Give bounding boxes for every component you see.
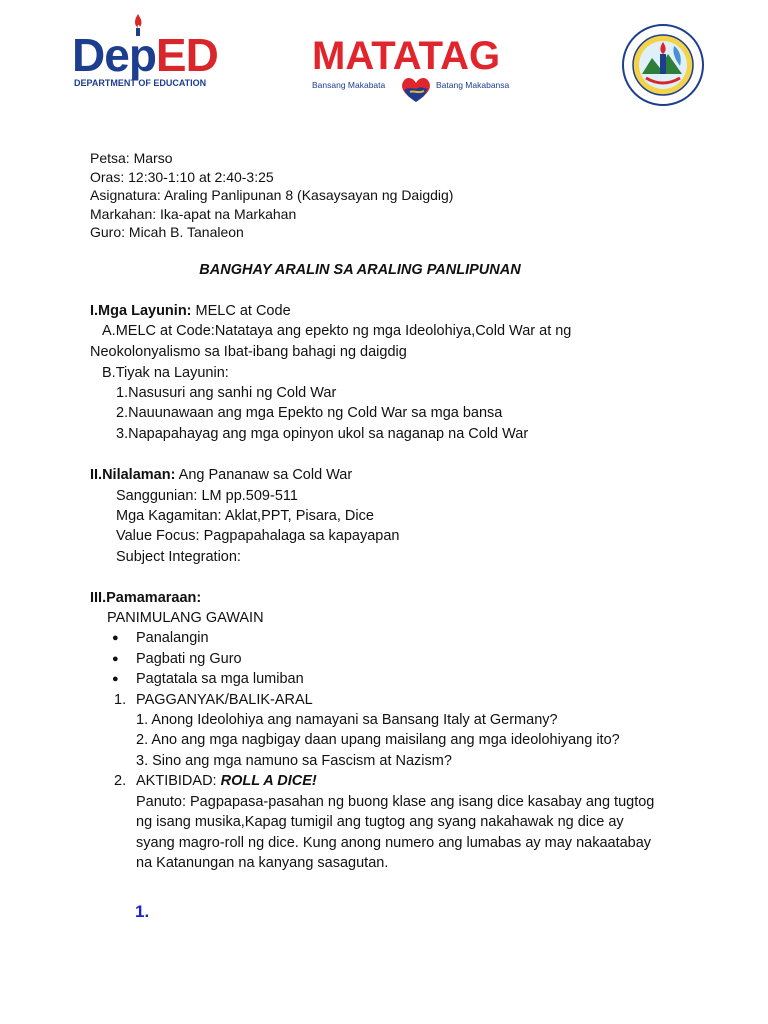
instruction-line: syang magro-roll ng dice. Kung anong numero ang lumabas ay may nakaatabay	[136, 835, 652, 851]
review-question: 3. Sino ang mga namuno sa Fascism at Nazism?	[136, 753, 452, 769]
numbered-label: 1.	[114, 692, 127, 708]
content-item: Mga Kagamitan: Aklat,PPT, Pisara, Dice	[116, 508, 374, 524]
lesson-info	[90, 149, 690, 242]
document-title: BANGHAY ARALIN SA ARALING PANLIPUNAN	[199, 262, 521, 278]
content-item: Value Focus: Pagpapahalaga sa kapayapan	[116, 528, 400, 544]
bullet-item: ● Pagtatala sa mga lumiban	[136, 671, 304, 687]
matatag-right-text: Batang Makabansa	[436, 80, 510, 90]
section1-melc-line1: A.MELC at Code:Natataya ang epekto ng mga Ideolohiya,Cold War at ng	[102, 323, 572, 339]
letterhead	[0, 0, 768, 120]
bullet-item: ● Panalangin	[136, 630, 209, 646]
info-date: Petsa: Marso	[90, 150, 173, 166]
section3-heading: III.Pamamaraan:	[90, 590, 202, 606]
objective-item: 3.Napapahayag ang mga opinyon ukol sa naganap na Cold War	[116, 426, 529, 442]
matatag-left-text: Bansang Makabata	[312, 80, 386, 90]
review-question: 2. Ano ang mga nagbigay daan upang maisilang ang mga ideolohiyang ito?	[136, 732, 620, 748]
deped-wordmark: DepED	[72, 29, 218, 81]
deped-subtitle: DEPARTMENT OF EDUCATION	[74, 78, 207, 88]
section1-melc-line2: Neokolonyalismo sa Ibat-ibang bahagi ng daigdig	[90, 344, 407, 360]
matatag-logo	[312, 34, 522, 110]
motivation-heading: PAGGANYAK/BALIK-ARAL	[136, 692, 313, 708]
objective-item: 1.Nasusuri ang sanhi ng Cold War	[116, 385, 337, 401]
numbered-label: 2.	[114, 773, 127, 789]
bullet-item: ● Pagbati ng Guro	[136, 651, 242, 667]
deped-logo	[72, 14, 222, 94]
matatag-wordmark: MATATAG	[312, 34, 501, 78]
section1-specific-heading: B.Tiyak na Layunin:	[102, 365, 229, 381]
lesson-plan-document	[90, 149, 690, 921]
info-teacher: Guro: Micah B. Tanaleon	[90, 224, 244, 241]
objective-item: 2.Nauunawaan ang mga Epekto ng Cold War sa mga bansa	[116, 405, 503, 421]
deped-seal-icon	[622, 24, 704, 106]
info-subject: Asignatura: Araling Panlipunan 8 (Kasaysayan ng Daigdig)	[90, 187, 454, 204]
info-quarter: Markahan: Ika-apat na Markahan	[90, 205, 297, 222]
section3-subheading: PANIMULANG GAWAIN	[107, 610, 264, 626]
section1-heading: I.Mga Layunin: MELC at Code	[90, 303, 291, 319]
content-item: Sanggunian: LM pp.509-511	[116, 488, 298, 504]
info-time: Oras: 12:30-1:10 at 2:40-3:25	[90, 168, 274, 185]
instruction-line: na Katanungan na kanyang sasagutan.	[136, 855, 389, 871]
instruction-line: Panuto: Pagpapasa-pasahan ng buong klase ang isang dice kasabay ang tugtog	[136, 794, 655, 810]
instruction-line: ng isang musika,Kapag tumigil ang tugtog ang syang nakahawak ng dice ay	[136, 814, 624, 830]
content-item: Subject Integration:	[116, 549, 241, 565]
blue-list-number: 1.	[135, 902, 150, 921]
activity-heading: AKTIBIDAD: ROLL A DICE!	[136, 773, 317, 789]
section2-heading: II.Nilalaman: Ang Pananaw sa Cold War	[90, 467, 353, 483]
hands-heart-icon	[400, 74, 432, 104]
review-question: 1. Anong Ideolohiya ang namayani sa Bansang Italy at Germany?	[136, 712, 558, 728]
